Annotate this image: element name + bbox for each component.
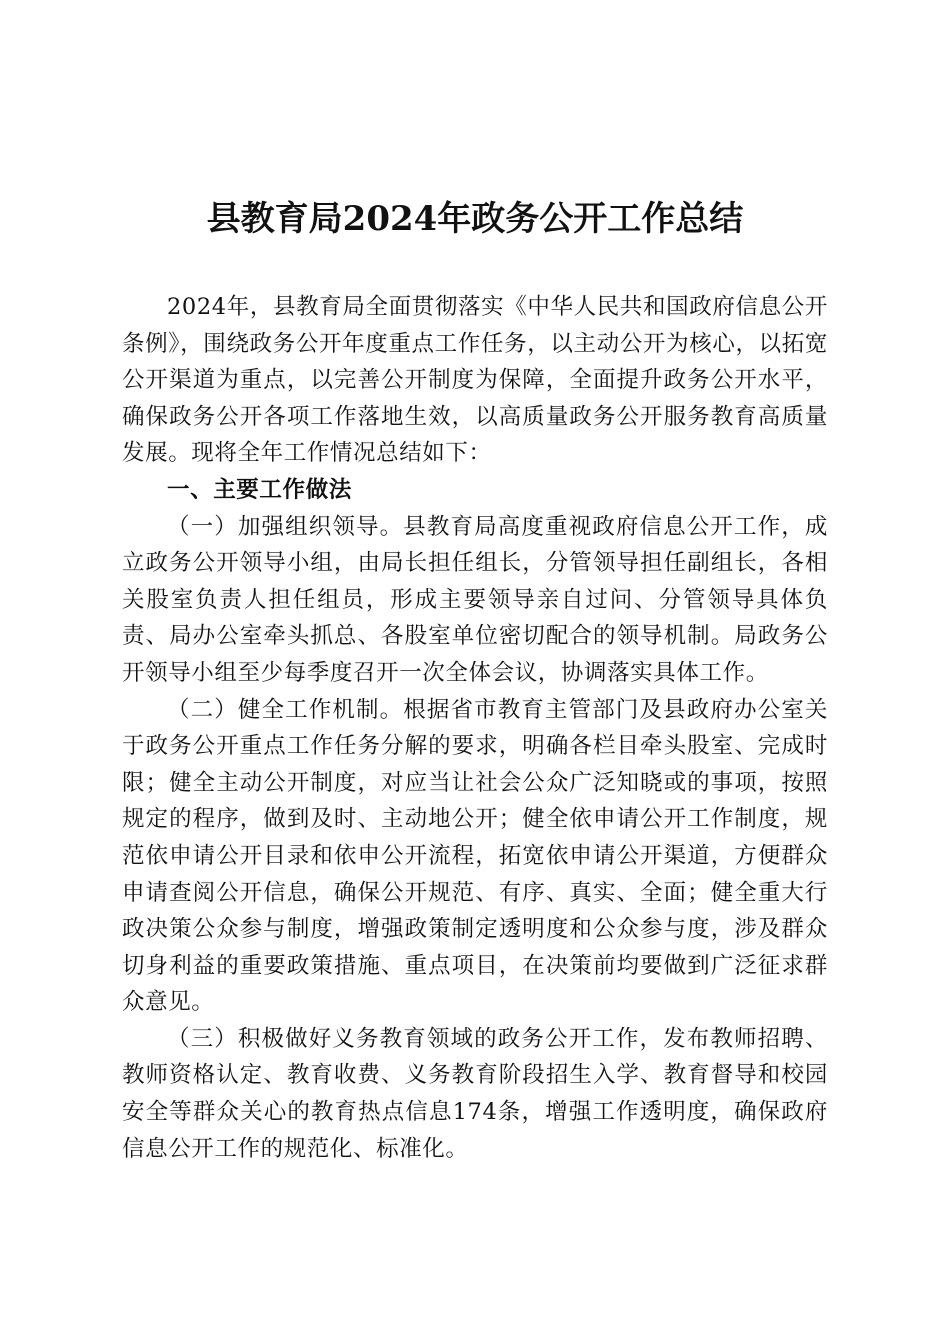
paragraph-text: 根据省市教育主管部门及县政府办公室关于政务公开重点工作任务分解的要求，明确各栏目牵头股室、完成时限；健全主动公开制度，对应当让社会公众广泛知晓或的事项，按照规定的程序，做到及时、主动地公开；健全依申请公开工作制度，规范依申请公开目录和依申公开流程，拓宽依申请公开渠道，方便群众申请查阅公开信息，确保公开规范、有序、真实、全面；健全重大行政决策公众参与制度，增强政策制定透明度和公众参与度，涉及群众切身利益的重要政策措施、重点项目，在决策前均要做到广泛征求群众意见。 bbox=[122, 696, 828, 1016]
paragraph-text: 县教育局高度重视政府信息公开工作，成立政务公开领导小组，由局长担任组长，分管领导担任副组长，各相关股室负责人担任组员，形成主要领导亲自过问、分管领导具体负责、局办公室牵头抓总、各股室单位密切配合的领导机制。局政务公开领导小组至少每季度召开一次全体会议，协调落实具体工作。 bbox=[122, 513, 828, 686]
intro-paragraph: 2024年，县教育局全面贯彻落实《中华人民共和国政府信息公开条例》，围绕政务公开年度重点工作任务，以主动公开为核心，以拓宽公开渠道为重点，以完善公开制度为保障，全面提升政务公开水平，确保政务公开各项工作落地生效，以高质量政务公开服务教育高质量发展。现将全年工作情况总结如下： bbox=[122, 294, 828, 467]
paragraph-text: 积极做好义务教育领域的政务公开工作，发布教师招聘、教师资格认定、教育收费、义务教育阶段招生入学、教育督导和校园安全等群众关心的教育热点信息174条，增强工作透明度，确保政府信息公开工作的规范化、标准化。 bbox=[122, 1025, 828, 1162]
paragraph-organization-leadership bbox=[122, 509, 828, 692]
paragraph-lead: （二）健全工作机制。 bbox=[167, 696, 404, 723]
document-body bbox=[122, 289, 828, 1167]
document-title: 县教育局2024年政务公开工作总结 bbox=[206, 199, 744, 239]
section-heading-main-work: 一、主要工作做法 bbox=[167, 476, 352, 503]
paragraph-lead: （一）加强组织领导。 bbox=[167, 513, 404, 540]
paragraph-lead: （三） bbox=[167, 1025, 238, 1052]
paragraph-compulsory-education bbox=[122, 1021, 828, 1167]
paragraph-work-mechanism bbox=[122, 692, 828, 1021]
